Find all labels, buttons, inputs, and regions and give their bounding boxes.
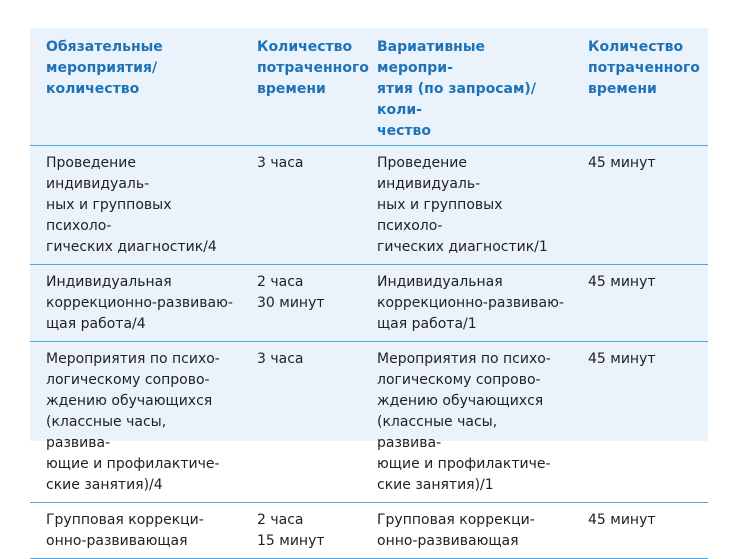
cell-mandatory-activity: Проведение индивидуаль- ных и групповых психоло- гических диагностик/4 — [30, 146, 241, 265]
cell-variable-activity: Индивидуальная коррекционно-развиваю- щая работа/1 — [361, 265, 572, 342]
header-time-spent-mandatory: Количество потраченного времени — [241, 28, 361, 146]
cell-mandatory-time: 3 часа — [241, 342, 361, 503]
cell-mandatory-time: 2 часа 30 минут — [241, 265, 361, 342]
cell-mandatory-activity: Индивидуальная коррекционно-развиваю- щая работа/4 — [30, 265, 241, 342]
cell-variable-time: 45 минут — [572, 146, 708, 265]
header-variable-activities: Вариативные меропри- ятия (по запросам)/коли- чество — [361, 28, 572, 146]
cell-mandatory-time: 2 часа 15 минут — [241, 503, 361, 559]
table-row — [30, 342, 708, 503]
header-mandatory-activities: Обязательные мероприятия/ количество — [30, 28, 241, 146]
cell-variable-activity: Мероприятия по психо- логическому сопрово- ждению обучающихся (классные часы, развива- ющие и профилактиче- ские занятия)/1 — [361, 342, 572, 503]
table-panel — [30, 28, 708, 549]
cell-variable-time: 45 минут — [572, 503, 708, 559]
cell-variable-activity: Проведение индивидуаль- ных и групповых психоло- гических диагностик/1 — [361, 146, 572, 265]
table-row — [30, 503, 708, 559]
table-header-row — [30, 28, 708, 146]
table-row — [30, 265, 708, 342]
cell-mandatory-time: 3 часа — [241, 146, 361, 265]
cell-variable-time: 45 минут — [572, 342, 708, 503]
table-row — [30, 146, 708, 265]
cell-mandatory-activity: Групповая коррекци- онно-развивающая — [30, 503, 241, 559]
header-time-spent-variable: Количество потраченного времени — [572, 28, 708, 146]
cell-variable-activity: Групповая коррекци- онно-развивающая — [361, 503, 572, 559]
activities-table — [30, 28, 708, 559]
cell-variable-time: 45 минут — [572, 265, 708, 342]
cell-mandatory-activity: Мероприятия по психо- логическому сопрово- ждению обучающихся (классные часы, развива- ющие и профилактиче- ские занятия)/4 — [30, 342, 241, 503]
